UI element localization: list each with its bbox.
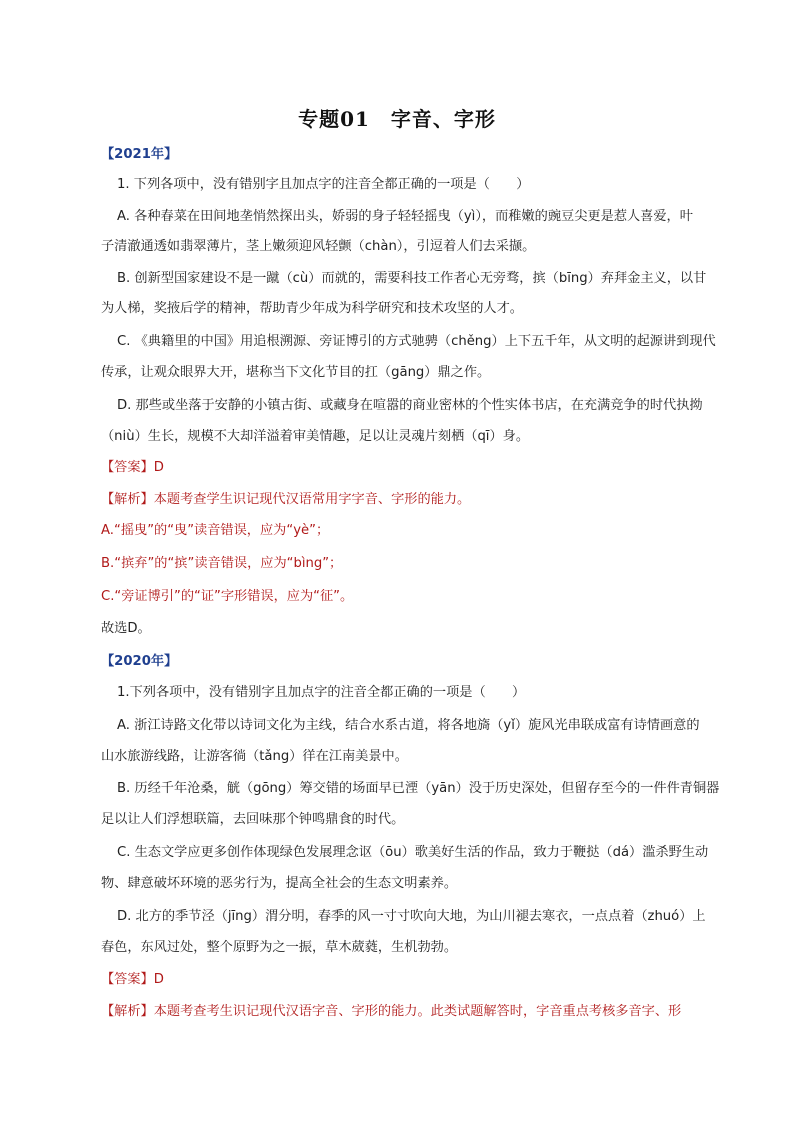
option-2021-d-line1: D. 那些或坐落于安静的小镇古街、或藏身在喧嚣的商业密林的个性实体书店，在充满竞争的时代执拗 (117, 398, 703, 413)
question-2020: 1.下列各项中，没有错别字且加点字的注音全都正确的一项是（ ） (117, 685, 526, 700)
option-2021-b-line2: 为人梯，奖掖后学的精神，帮助青少年成为科学研究和技术攻坚的人才。 (101, 301, 523, 316)
analysis-2021-point-b: B.“摈弃”的“摈”读音错误，应为“bìng”； (101, 556, 343, 571)
option-2021-a-line1: A. 各种春菜在田间地垄悄然探出头，娇弱的身子轻轻摇曳（yì），而稚嫩的豌豆尖更是惹人喜爱，叶 (117, 209, 693, 224)
analysis-2021-point-c: C.“旁证博引”的“证”字形错误，应为“征”。 (101, 589, 354, 604)
option-2020-d-line1: D. 北方的季节泾（jīng）渭分明，春季的风一寸寸吹向大地，为山川褪去寒衣，一点点着（zhuó）上 (117, 909, 706, 924)
option-2021-a-line2: 子清澈通透如翡翠薄片，茎上嫩须迎风轻颤（chàn），引逗着人们去采撷。 (101, 239, 536, 254)
option-2020-c-line2: 物、肆意破坏环境的恶劣行为，提高全社会的生态文明素养。 (101, 876, 458, 891)
option-2021-c-line2: 传承，让观众眼界大开，堪称当下文化节目的扛（gāng）鼎之作。 (101, 365, 491, 380)
option-2021-c-line1: C. 《典籍里的中国》用追根溯源、旁证博引的方式驰骋（chěng）上下五千年，从文明的起源讲到现代 (117, 334, 716, 349)
answer-2020: 【答案】D (101, 972, 164, 987)
option-2020-d-line2: 春色，东风过处，整个原野为之一振，草木葳蕤，生机勃勃。 (101, 940, 458, 955)
question-2021: 1. 下列各项中，没有错别字且加点字的注音全都正确的一项是（ ） (117, 177, 530, 192)
conclusion-2021: 故选D。 (101, 621, 151, 636)
option-2020-c-line1: C. 生态文学应更多创作体现绿色发展理念讴（ōu）歌美好生活的作品，致力于鞭挞（dá）滥杀野生动 (117, 845, 709, 860)
section-2020-year: 【2020年】 (101, 654, 178, 669)
answer-2021: 【答案】D (101, 460, 164, 475)
analysis-2021-point-a: A.“摇曳”的“曳”读音错误，应为“yè”； (101, 523, 330, 538)
analysis-2020: 【解析】本题考查考生识记现代汉语字音、字形的能力。此类试题解答时，字音重点考核多音字、形 (101, 1004, 682, 1019)
option-2020-a-line2: 山水旅游线路，让游客徜（tǎng）徉在江南美景中。 (101, 749, 408, 764)
option-2020-b-line1: B. 历经千年沧桑，觥（gōng）筹交错的场面早已湮（yān）没于历史深处，但留存至今的一件件青铜器 (117, 781, 720, 796)
analysis-2021: 【解析】本题考查学生识记现代汉语常用字字音、字形的能力。 (101, 492, 471, 507)
option-2020-b-line2: 足以让人们浮想联篇，去回味那个钟鸣鼎食的时代。 (101, 812, 405, 827)
option-2021-b-line1: B. 创新型国家建设不是一蹴（cù）而就的，需要科技工作者心无旁骛，摈（bīng）弃拜金主义，以甘 (117, 271, 707, 286)
option-2020-a-line1: A. 浙江诗路文化带以诗词文化为主线，结合水系古道，将各地旖（yǐ）旎风光串联成富有诗情画意的 (117, 718, 700, 733)
page-title: 专题01 字音、字形 (298, 107, 496, 131)
section-2021-year: 【2021年】 (101, 147, 178, 162)
option-2021-d-line2: （niù）生长，规模不大却洋溢着审美情趣，足以让灵魂片刻栖（qī）身。 (101, 429, 530, 444)
